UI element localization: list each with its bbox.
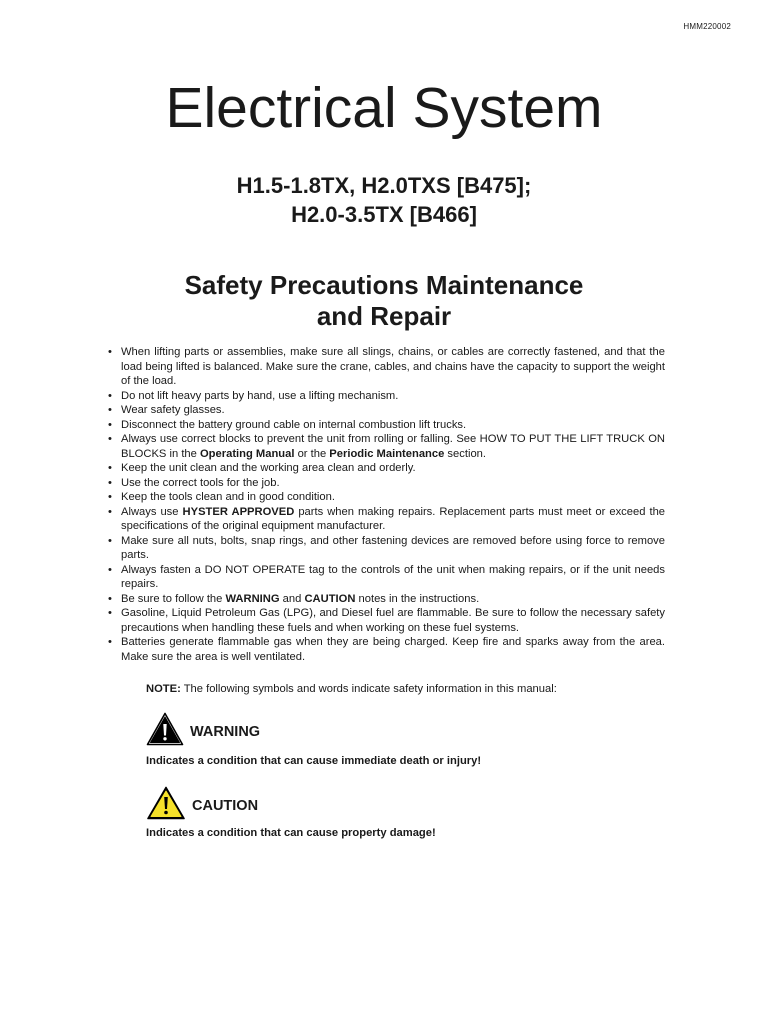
list-item: • Use the correct tools for the job. <box>106 476 665 491</box>
list-item: • Wear safety glasses. <box>106 403 665 418</box>
warning-emphasis: WARNING <box>225 592 280 605</box>
warning-label: WARNING <box>190 723 261 740</box>
section-heading-line-2: and Repair <box>316 301 452 331</box>
page-title: Electrical System <box>165 76 603 140</box>
list-item: • Do not lift heavy parts by hand, use a lifting mechanism. <box>106 389 665 404</box>
model-subtitle-line-1: H1.5-1.8TX, H2.0TXS [B475]; <box>236 173 532 198</box>
list-item-text: or the <box>294 447 330 460</box>
caution-heading <box>146 786 258 825</box>
list-item: • When lifting parts or assemblies, make sure all slings, chains, or cables are correctly fastened, and that the load being lifted is balanced. Make sure the crane, cables, and chains have the capacity to support the weight of the load. <box>106 345 665 389</box>
warning-heading <box>146 712 260 751</box>
section-heading <box>0 270 768 332</box>
list-item-text: Always use <box>121 505 183 518</box>
model-subtitle-line-2: H2.0-3.5TX [B466] <box>291 202 477 227</box>
list-item: • Batteries generate flammable gas when they are being charged. Keep fire and sparks away from the area. Make sure the area is well ventilated. <box>106 635 665 664</box>
caution-triangle-icon <box>146 786 186 825</box>
safety-note <box>146 682 557 696</box>
list-item-text: and <box>279 592 305 605</box>
list-item-text: Always use correct blocks to prevent the unit from rolling or falling. See HOW TO PUT THE LIFT TRUCK ON BLOCKS in the <box>121 433 665 460</box>
operating-manual-ref: Operating Manual <box>199 447 295 460</box>
warning-description: Indicates a condition that can cause immediate death or injury! <box>146 755 482 767</box>
hyster-approved-emphasis: HYSTER APPROVED <box>182 505 295 518</box>
warning-triangle-icon <box>146 712 184 751</box>
list-item <box>106 505 665 534</box>
note-text: The following symbols and words indicate safety information in this manual: <box>180 683 557 695</box>
list-item-text: section. <box>444 447 486 460</box>
periodic-maintenance-ref: Periodic Maintenance <box>329 447 445 460</box>
list-item: • Keep the unit clean and the working area clean and orderly. <box>106 461 665 476</box>
list-item <box>106 592 665 607</box>
caution-label: CAUTION <box>192 797 259 814</box>
list-item: • Gasoline, Liquid Petroleum Gas (LPG), and Diesel fuel are flammable. Be sure to follow the necessary safety precautions when handling these fuels and when working on these fuel systems. <box>106 606 665 635</box>
document-code: HMM220002 <box>683 22 731 31</box>
section-heading-line-1: Safety Precautions Maintenance <box>184 270 584 300</box>
list-item: • Keep the tools clean and in good condition. <box>106 490 665 505</box>
list-item-text: parts when making repairs. Replacement parts must meet or exceed the specifications of the original equipment manufacturer. <box>121 505 666 532</box>
list-item-text: Be sure to follow the <box>121 592 226 605</box>
list-item: • Always fasten a DO NOT OPERATE tag to the controls of the unit when making repairs, or if the unit needs repairs. <box>106 563 665 592</box>
list-item <box>106 432 665 461</box>
caution-emphasis: CAUTION <box>304 592 356 605</box>
note-label: NOTE: <box>146 683 181 695</box>
caution-description: Indicates a condition that can cause property damage! <box>146 827 436 839</box>
list-item-text: notes in the instructions. <box>355 592 480 605</box>
safety-precautions-list <box>106 345 665 664</box>
list-item: • Disconnect the battery ground cable on internal combustion lift trucks. <box>106 418 665 433</box>
list-item: • Make sure all nuts, bolts, snap rings, and other fastening devices are removed before using force to remove parts. <box>106 534 665 563</box>
model-subtitle <box>0 171 768 229</box>
